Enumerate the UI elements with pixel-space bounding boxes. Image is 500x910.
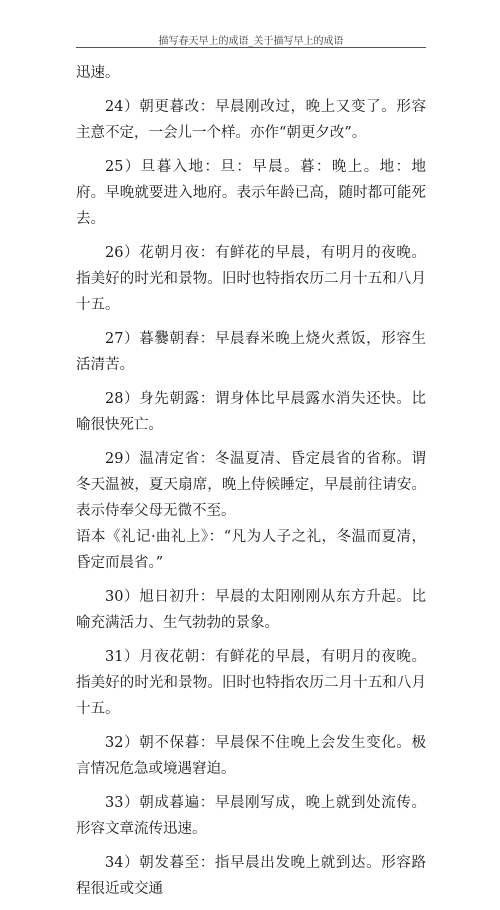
paragraph: 27）暮爨朝舂：早晨舂米晚上烧火煮饭，形容生活清苦。 (76, 331, 426, 373)
paragraph: 26）花朝月夜：有鲜花的早晨，有明月的夜晚。指美好的时光和景物。旧时也特指农历二月十五和八月十五。 (76, 245, 426, 313)
header-divider (76, 47, 426, 48)
page-header: 描写春天早上的成语_关于描写早上的成语 (158, 36, 344, 47)
paragraph: 33）朝成暮遍：早晨刚写成，晚上就到处流传。形容文章流传迅速。 (76, 795, 426, 837)
paragraph: 迅速。 (76, 65, 120, 81)
paragraph: 31）月夜花朝：有鲜花的早晨，有明月的夜晚。指美好的时光和景物。旧时也特指农历二月十五和八月十五。 (76, 649, 426, 717)
paragraph: 29）温凊定省：冬温夏凊、昏定晨省的省称。谓冬天温被，夏天扇席，晚上侍候睡定，早晨前往请安。表示侍奉父母无微不至。 (76, 451, 426, 519)
paragraph: 24）朝更暮改：早晨刚改过，晚上又变了。形容主意不定，一会儿一个样。亦作“朝更夕改”。 (76, 99, 426, 141)
paragraph: 32）朝不保暮：早晨保不住晚上会发生变化。极言情况危急或境遇窘迫。 (76, 735, 426, 777)
paragraph: 25）旦暮入地：旦：早晨。暮：晚上。地：地府。早晚就要进入地府。表示年龄已高，随时都可能死去。 (76, 159, 426, 227)
paragraph: 28）身先朝露：谓身体比早晨露水消失还快。比喻很快死亡。 (76, 391, 426, 433)
paragraph: 34）朝发暮至：指早晨出发晚上就到达。形容路程很近或交通 (76, 855, 426, 897)
document-body (76, 60, 426, 910)
paragraph: 语本《礼记·曲礼上》：“凡为人子之礼，冬温而夏凊，昏定而晨省。” (76, 529, 426, 571)
paragraph: 30）旭日初升：早晨的太阳刚刚从东方升起。比喻充满活力、生气勃勃的景象。 (76, 589, 426, 631)
